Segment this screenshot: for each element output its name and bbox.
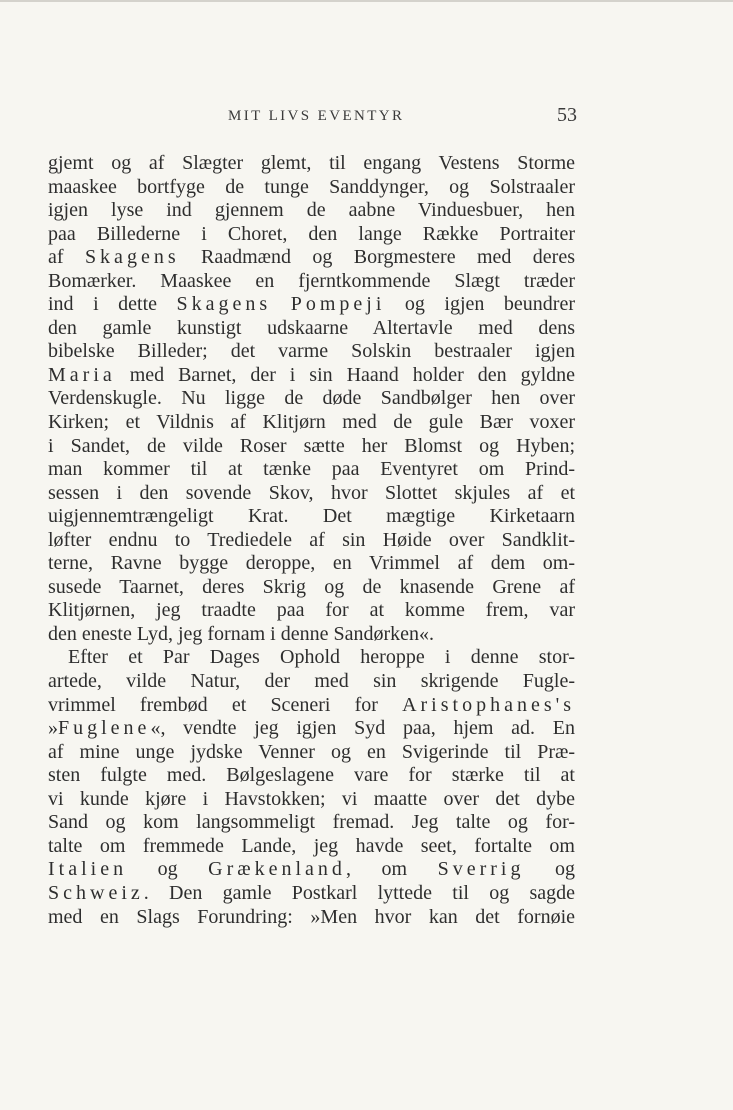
- text-line: [48, 764, 575, 788]
- body-text: [48, 152, 575, 929]
- text-run: sessen i den sovende Skov, hvor Slottet skjules af et: [48, 481, 575, 504]
- spaced-name: Sverrig: [437, 858, 525, 881]
- text-run: susede Taarnet, deres Skrig og de knasende Grene af: [48, 575, 575, 598]
- text-line: [48, 576, 575, 600]
- text-line: [48, 599, 575, 623]
- text-run: Klitjørnen, jeg traadte paa for at komme frem, var: [48, 599, 575, 622]
- text-run: Efter et Par Dages Ophold heroppe i denne stor-: [68, 646, 575, 669]
- text-line: [48, 246, 575, 270]
- text-run: den gamle kunstigt udskaarne Altertavle med dens: [48, 316, 575, 339]
- text-run: , om: [345, 858, 438, 881]
- text-run: . Den gamle Postkarl lyttede til og sagde: [143, 881, 575, 904]
- text-line: [48, 552, 575, 576]
- text-line: [48, 811, 575, 835]
- spaced-name: Skagens: [176, 293, 272, 316]
- text-line: [48, 270, 575, 294]
- text-line: [48, 694, 575, 718]
- text-run: Raadmænd og Borgmestere med deres: [179, 246, 575, 269]
- page-top-edge: [0, 0, 733, 2]
- text-run: «, vendte jeg igjen Syd paa, hjem ad. En: [150, 717, 575, 740]
- text-line: [48, 906, 575, 930]
- text-run: løfter endnu to Trediedele af sin Høide over Sandklit-: [48, 528, 575, 551]
- text-run: af: [48, 246, 85, 269]
- spaced-name: Pompeji: [290, 293, 386, 316]
- text-line: [48, 176, 575, 200]
- text-line: [48, 623, 575, 647]
- text-run: af mine unge jydske Venner og en Svigerinde til Præ-: [48, 740, 575, 763]
- text-run: i Sandet, de vilde Roser sætte her Blomst og Hyben;: [48, 434, 575, 457]
- text-run: og: [127, 858, 209, 881]
- text-line: [48, 317, 575, 341]
- page-header: [48, 104, 585, 134]
- text-line: [48, 293, 575, 317]
- text-line: [48, 717, 575, 741]
- text-run: artede, vilde Natur, der med sin skrigende Fugle-: [48, 670, 575, 693]
- text-line: [48, 858, 575, 882]
- spaced-name: Grækenland: [208, 858, 346, 881]
- text-run: Sand og kom langsommeligt fremad. Jeg talte og for-: [48, 811, 575, 834]
- text-line: [48, 435, 575, 459]
- text-run: vrimmel frembød et Sceneri for: [48, 693, 403, 716]
- text-run: ind i dette: [48, 293, 177, 316]
- spaced-name: Schweiz: [48, 881, 144, 904]
- text-run: terne, Ravne bygge deroppe, en Vrimmel af dem om-: [48, 552, 575, 575]
- text-line: [48, 482, 575, 506]
- text-run: den eneste Lyd, jeg fornam i denne Sandørken«.: [48, 622, 434, 645]
- text-run: Verdenskugle. Nu ligge de døde Sandbølger hen over: [48, 387, 575, 410]
- spaced-name: Skagens: [84, 246, 180, 269]
- text-run: paa Billederne i Choret, den lange Række Portraiter: [48, 222, 575, 245]
- text-run: [271, 293, 291, 315]
- text-line: [48, 529, 575, 553]
- spaced-name: Aristophanes's: [402, 693, 575, 716]
- page-number: 53: [557, 104, 577, 126]
- text-run: sten fulgte med. Bølgeslagene vare for stærke til at: [48, 764, 575, 787]
- text-run: bibelske Billeder; det varme Solskin bestraaler igjen: [48, 340, 575, 363]
- text-line: [48, 152, 575, 176]
- text-line: [48, 670, 575, 694]
- text-line: [48, 223, 575, 247]
- text-line: [48, 458, 575, 482]
- text-run: »: [48, 717, 58, 740]
- text-line: [48, 387, 575, 411]
- text-line: [48, 411, 575, 435]
- text-run: og: [524, 858, 576, 881]
- spaced-name: Maria: [48, 363, 116, 386]
- spaced-name: Italien: [48, 858, 128, 881]
- text-run: Bomærker. Maaskee en fjerntkommende Slægt træder: [48, 269, 575, 292]
- text-run: gjemt og af Slægter glemt, til engang Vestens Storme: [48, 152, 575, 174]
- text-run: uigjennemtrængeligt Krat. Det mægtige Kirketaarn: [48, 505, 575, 528]
- text-line: [48, 646, 575, 670]
- text-line: [48, 340, 575, 364]
- text-line: [48, 364, 575, 388]
- text-line: [48, 741, 575, 765]
- text-line: [48, 505, 575, 529]
- spaced-name: Fuglene: [58, 717, 151, 740]
- running-head: MIT LIVS EVENTYR: [228, 108, 405, 124]
- text-line: [48, 788, 575, 812]
- text-line: [48, 882, 575, 906]
- text-run: igjen lyse ind gjennem de aabne Vinduesbuer, hen: [48, 199, 575, 222]
- text-run: maaskee bortfyge de tunge Sanddynger, og Solstraaler: [48, 175, 575, 198]
- text-run: med en Slags Forundring: »Men hvor kan det fornøie: [48, 905, 575, 928]
- text-run: Kirken; et Vildnis af Klitjørn med de gule Bær voxer: [48, 411, 575, 434]
- text-line: [48, 199, 575, 223]
- text-run: vi kunde kjøre i Havstokken; vi maatte over det dybe: [48, 787, 575, 810]
- text-run: og igjen beundrer: [385, 293, 575, 316]
- text-run: med Barnet, der i sin Haand holder den gyldne: [115, 363, 575, 386]
- text-run: talte om fremmede Lande, jeg havde seet, fortalte om: [48, 834, 575, 857]
- text-run: man kommer til at tænke paa Eventyret om Prind-: [48, 458, 575, 481]
- text-line: [48, 835, 575, 859]
